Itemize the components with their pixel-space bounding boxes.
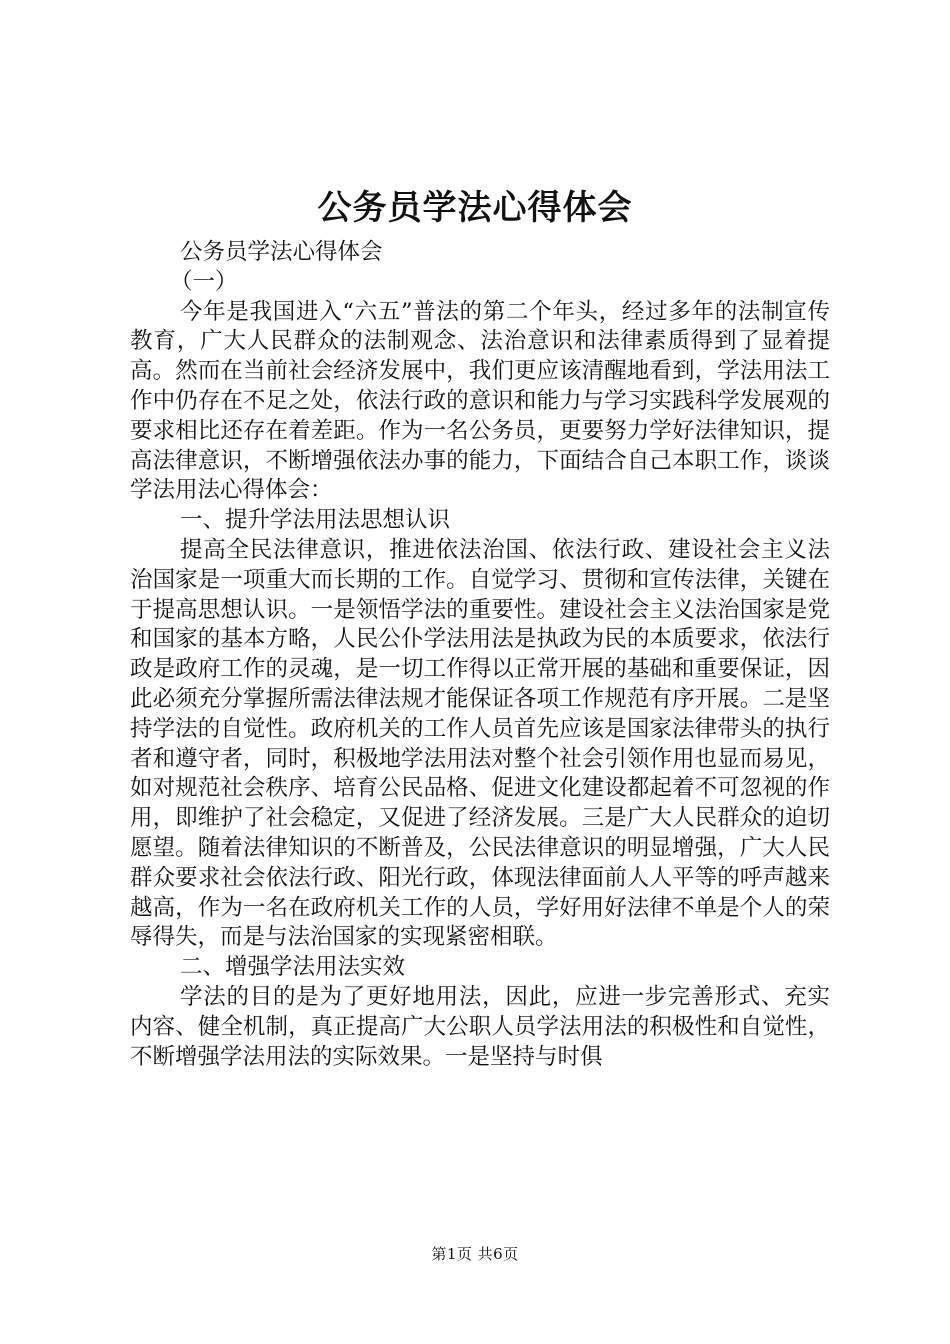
section-marker: （一） xyxy=(170,268,238,295)
document-body xyxy=(130,238,830,1072)
section-heading-2: 二、增强学法用法实效 xyxy=(180,954,406,981)
document-title: 公务员学法心得体会 xyxy=(317,188,633,228)
body-paragraph-1: 提高全民法律意识，推进依法治国、依法行政、建设社会主义法治国家是一项重大而长期的工作。自觉学习、贯彻和宣传法律，关键在于提高思想认识。一是领悟学法的重要性。建设社会主义法治国家是党和国家的基本方略，人民公仆学法用法是执政为民的本质要求，依法行政是政府工作的灵魂，是一切工作得以正常开展的基础和重要保证，因此必须充分掌握所需法律法规才能保证各项工作规范有序开展。二是坚持学法的自觉性。政府机关的工作人员首先应该是国家法律带头的执行者和遵守者，同时，积极地学法用法对整个社会引领作用也显而易见，如对规范社会秩序、培育公民品格、促进文化建设都起着不可忽视的作用，即维护了社会稳定，又促进了经济发展。三是广大人民群众的迫切愿望。随着法律知识的不断普及，公民法律意识的明显增强，广大人民群众要求社会依法行政、阳光行政，体现法律面前人人平等的呼声越来越高，作为一名在政府机关工作的人员，学好用好法律不单是个人的荣辱得失，而是与法治国家的实现紧密相联。 xyxy=(130,536,830,951)
section-heading-1: 一、提升学法用法思想认识 xyxy=(180,507,451,534)
subtitle-line: 公务员学法心得体会 xyxy=(180,239,383,265)
page-footer: 第1页 共6页 xyxy=(431,1245,519,1263)
body-paragraph-2: 学法的目的是为了更好地用法，因此，应进一步完善形式、充实内容、健全机制，真正提高广大公职人员学法用法的积极性和自觉性，不断增强学法用法的实际效果。一是坚持与时俱 xyxy=(130,983,830,1070)
intro-paragraph: 今年是我国进入“六五”普法的第二个年头，经过多年的法制宣传教育，广大人民群众的法制观念、法治意识和法律素质得到了显着提高。然而在当前社会经济发展中，我们更应该清醒地看到，学法用法工作中仍存在不足之处，依法行政的意识和能力与学习实践科学发展观的要求相比还存在着差距。作为一名公务员，更要努力学好法律知识，提高法律意识，不断增强依法办事的能力，下面结合自己本职工作，谈谈学法用法心得体会： xyxy=(130,298,830,504)
